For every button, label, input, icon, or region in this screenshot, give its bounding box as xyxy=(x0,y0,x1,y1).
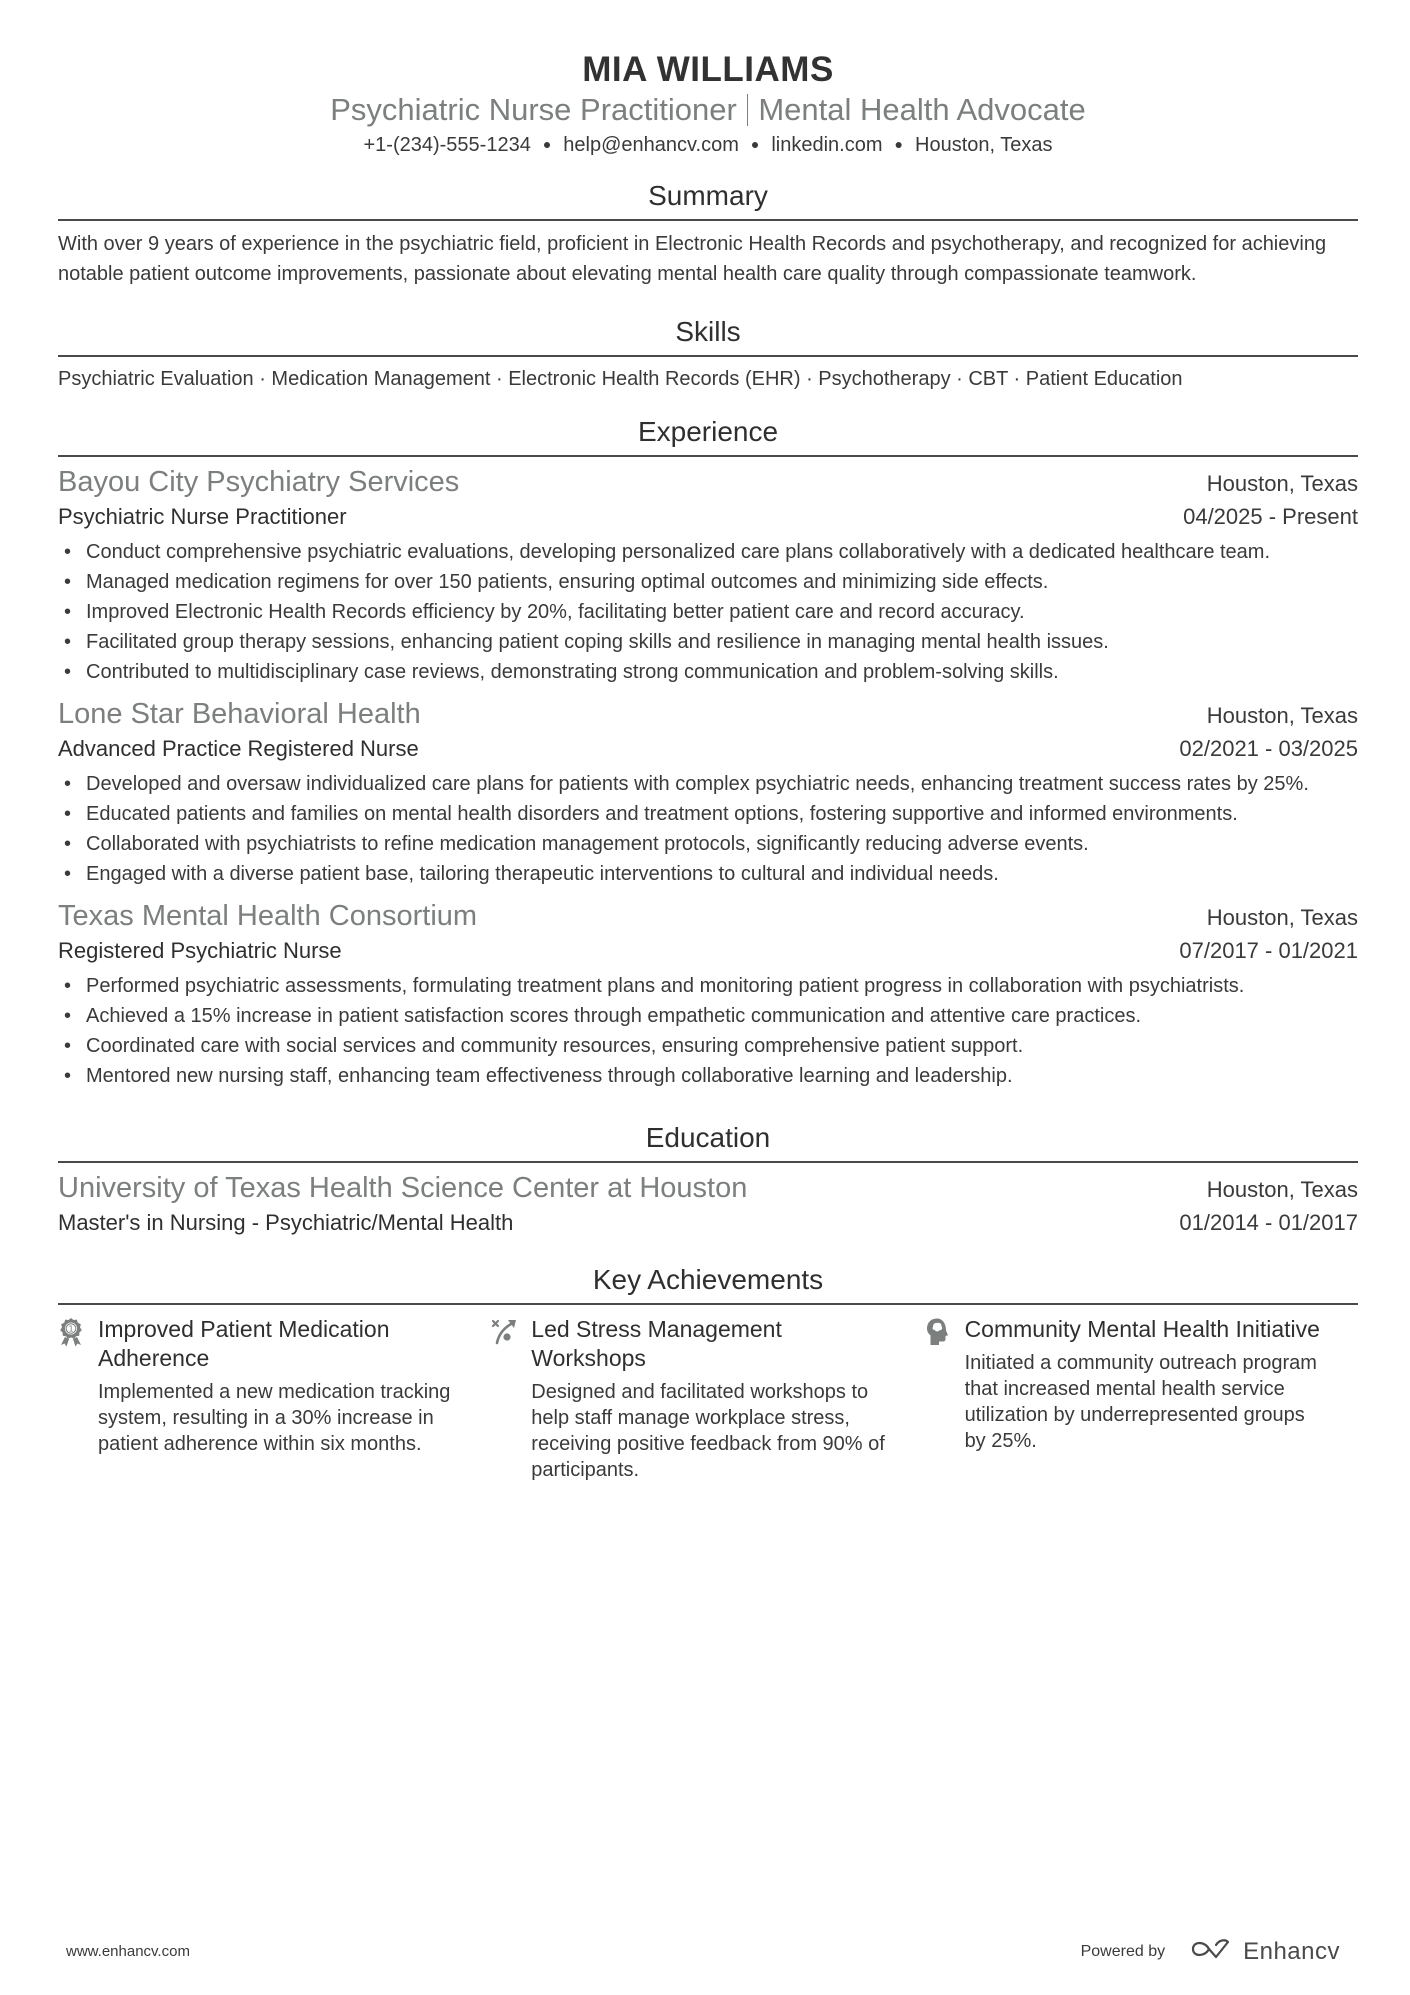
title-primary: Psychiatric Nurse Practitioner xyxy=(330,92,737,127)
section-heading-summary: Summary xyxy=(58,179,1358,221)
summary-section xyxy=(58,179,1358,289)
job-role: Psychiatric Nurse Practitioner xyxy=(58,504,347,529)
job-bullets xyxy=(58,537,1358,687)
title-separator xyxy=(747,94,749,126)
education-section xyxy=(58,1121,1358,1239)
job-entry xyxy=(58,897,1358,1091)
brain-head-icon xyxy=(925,1315,965,1483)
job-dates: 07/2017 - 01/2021 xyxy=(1179,938,1358,963)
powered-by-label: Powered by xyxy=(1080,1942,1166,1960)
job-bullet: • Performed psychiatric assessments, formulating treatment plans and monitoring patient progress in collaboration with psychiatrists. xyxy=(58,971,1358,1001)
achievement-title: Led Stress Management Workshops xyxy=(531,1316,782,1371)
footer-website[interactable]: www.enhancv.com xyxy=(66,1943,190,1960)
job-bullet: • Collaborated with psychiatrists to refine medication management protocols, significantly reducing adverse events. xyxy=(58,829,1358,859)
achievement-desc: Designed and facilitated workshops to help staff manage workplace stress, receiving positive feedback from 90% of participants. xyxy=(531,1381,885,1481)
bullet-separator: ● xyxy=(542,136,552,152)
job-role: Registered Psychiatric Nurse xyxy=(58,938,342,963)
job-bullet: • Managed medication regimens for over 150 patients, ensuring optimal outcomes and minimizing side effects. xyxy=(58,567,1358,597)
education-dates: 01/2014 - 01/2017 xyxy=(1179,1210,1358,1235)
contact-linkedin[interactable]: linkedin.com xyxy=(771,134,883,156)
page-footer xyxy=(0,1937,1410,1973)
footer-branding xyxy=(1081,1937,1340,1966)
strategy-path-icon xyxy=(491,1315,531,1483)
contact-phone: +1-(234)-555-1234 xyxy=(363,134,531,156)
contact-email[interactable]: help@enhancv.com xyxy=(563,134,739,156)
section-heading-education: Education xyxy=(58,1121,1358,1163)
section-heading-skills: Skills xyxy=(58,315,1358,357)
job-bullet: • Mentored new nursing staff, enhancing team effectiveness through collaborative learning and leadership. xyxy=(58,1061,1358,1091)
job-bullet: • Engaged with a diverse patient base, tailoring therapeutic interventions to cultural and individual needs. xyxy=(58,859,1358,889)
company-name: Bayou City Psychiatry Services xyxy=(58,466,460,498)
skills-section xyxy=(58,315,1358,393)
job-role: Advanced Practice Registered Nurse xyxy=(58,736,419,761)
company-name: Texas Mental Health Consortium xyxy=(58,900,478,932)
job-location: Houston, Texas xyxy=(1206,905,1358,930)
job-bullet: • Achieved a 15% increase in patient satisfaction scores through empathetic communication and attentive care practices. xyxy=(58,1001,1358,1031)
enhancv-logo-icon xyxy=(1189,1937,1233,1966)
achievement-item xyxy=(58,1315,491,1483)
achievement-item xyxy=(491,1315,924,1483)
job-location: Houston, Texas xyxy=(1206,471,1358,496)
job-bullet: • Coordinated care with social services and community resources, ensuring comprehensive patient support. xyxy=(58,1031,1358,1061)
bullet-separator: ● xyxy=(750,136,760,152)
resume-page xyxy=(58,0,1358,1483)
school-location: Houston, Texas xyxy=(1206,1177,1358,1202)
candidate-title xyxy=(58,91,1358,129)
job-entry xyxy=(58,695,1358,889)
brand-name: Enhancv xyxy=(1243,1937,1340,1965)
job-bullets xyxy=(58,769,1358,889)
achievement-desc: Implemented a new medication tracking system, resulting in a 30% increase in patient adherence within six months. xyxy=(98,1381,451,1455)
degree: Master's in Nursing - Psychiatric/Mental Health xyxy=(58,1210,514,1235)
job-dates: 04/2025 - Present xyxy=(1183,504,1358,529)
job-location: Houston, Texas xyxy=(1206,703,1358,728)
achievement-item xyxy=(925,1315,1358,1483)
education-entry xyxy=(58,1169,1358,1239)
achievement-title: Community Mental Health Initiative xyxy=(964,1316,1320,1342)
achievement-title: Improved Patient Medication Adherence xyxy=(98,1316,390,1371)
svg-text:1: 1 xyxy=(68,1324,74,1334)
job-bullet: • Educated patients and families on mental health disorders and treatment options, fostering supportive and informed environments. xyxy=(58,799,1358,829)
summary-text: With over 9 years of experience in the psychiatric field, proficient in Electronic Health Records and psychotherapy, and recognized for achieving notable patient outcome improvements, passionate about elevating mental health care quality through compassionate teamwork. xyxy=(58,233,1327,285)
skills-list: Psychiatric Evaluation · Medication Management · Electronic Health Records (EHR) · Psychotherapy · CBT · Patient Education xyxy=(58,368,1183,390)
award-ribbon-icon xyxy=(58,1315,98,1483)
achievement-desc: Initiated a community outreach program that increased mental health service utilization by underrepresented groups by 25%. xyxy=(964,1352,1317,1452)
job-bullet: • Contributed to multidisciplinary case reviews, demonstrating strong communication and problem-solving skills. xyxy=(58,657,1358,687)
company-name: Lone Star Behavioral Health xyxy=(58,698,421,730)
candidate-name: MIA WILLIAMS xyxy=(582,50,834,89)
job-bullet: • Facilitated group therapy sessions, enhancing patient coping skills and resilience in managing mental health issues. xyxy=(58,627,1358,657)
achievements-grid xyxy=(58,1315,1358,1483)
job-entry xyxy=(58,463,1358,687)
job-bullet: • Conduct comprehensive psychiatric evaluations, developing personalized care plans collaboratively with a dedicated healthcare team. xyxy=(58,537,1358,567)
contact-line xyxy=(58,130,1358,159)
title-secondary: Mental Health Advocate xyxy=(758,92,1086,127)
bullet-separator: ● xyxy=(894,136,903,152)
job-bullets xyxy=(58,971,1358,1091)
achievements-section xyxy=(58,1263,1358,1483)
experience-section xyxy=(58,415,1358,1091)
section-heading-experience: Experience xyxy=(58,415,1358,457)
section-heading-achievements: Key Achievements xyxy=(58,1263,1358,1305)
contact-location: Houston, Texas xyxy=(915,134,1053,156)
job-bullet: • Improved Electronic Health Records efficiency by 20%, facilitating better patient care and record accuracy. xyxy=(58,597,1358,627)
job-dates: 02/2021 - 03/2025 xyxy=(1179,736,1358,761)
school-name: University of Texas Health Science Center at Houston xyxy=(58,1172,748,1204)
resume-header xyxy=(58,0,1358,159)
job-bullet: • Developed and oversaw individualized care plans for patients with complex psychiatric needs, enhancing treatment success rates by 25%. xyxy=(58,769,1358,799)
